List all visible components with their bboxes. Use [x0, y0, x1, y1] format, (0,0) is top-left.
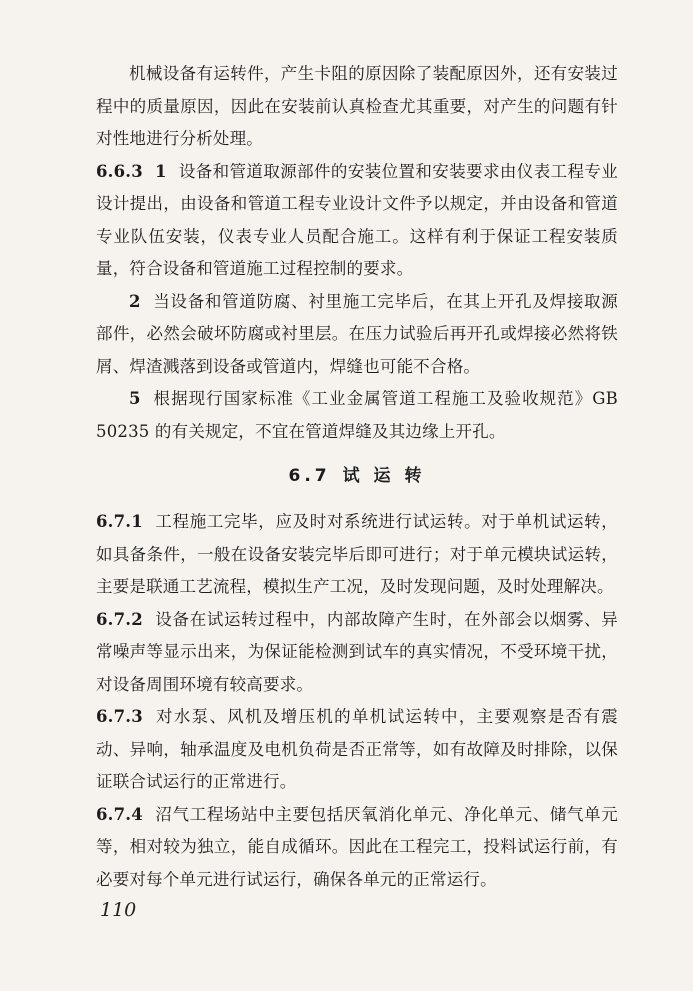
clause-number: 6.7.4 [96, 804, 143, 824]
clause-6-7-2 [96, 604, 618, 702]
item-number: 1 [154, 161, 167, 181]
clause-number: 6.7.2 [96, 609, 143, 629]
page-number: 110 [100, 899, 137, 921]
clause-6-7-3 [96, 701, 618, 799]
paragraph-text: 沼气工程场站中主要包括厌氧消化单元、净化单元、储气单元等，相对较为独立，能自成循环。因此在工程完工，投料试运行前，有必要对每个单元进行试运行，确保各单元的正常运行。 [96, 804, 618, 889]
item-number: 5 [129, 389, 141, 408]
clause-6-7-1 [96, 506, 618, 604]
item-number: 2 [129, 291, 141, 311]
clause-6-6-3-item-2 [96, 286, 618, 384]
clause-number: 6.7.1 [96, 512, 143, 531]
section-title: 试 运 转 [342, 466, 426, 486]
paragraph-text: 机械设备有运转件，产生卡阻的原因除了装配原因外，还有安装过程中的质量原因，因此在安装前认真检查尤其重要，对产生的问题有针对性地进行分析处理。 [96, 64, 618, 148]
paragraph-text: 设备和管道取源部件的安装位置和安装要求由仪表工程专业设计提出，由设备和管道工程专业设计文件予以规定，并由设备和管道专业队伍安装，仪表专业人员配合施工。这样有利于保证工程安装质量，符合设备和管道施工过程控制的要求。 [96, 161, 618, 278]
clause-6-7-4 [96, 799, 618, 897]
paragraph-text: 根据现行国家标准《工业金属管道工程施工及验收规范》GB 50235 的有关规定，不宜在管道焊缝及其边缘上开孔。 [96, 389, 618, 441]
paragraph-intro [96, 58, 618, 156]
clause-number: 6.6.3 [96, 161, 143, 181]
paragraph-text: 对水泵、风机及增压机的单机试运转中，主要观察是否有震动、异响，轴承温度及电机负荷是否正常等，如有故障及时排除，以保证联合试运行的正常进行。 [96, 707, 618, 791]
clause-6-6-3-item-5 [96, 383, 618, 448]
section-heading [96, 460, 618, 492]
paragraph-text: 当设备和管道防腐、衬里施工完毕后，在其上开孔及焊接取源部件，必然会破坏防腐或衬里层。在压力试验后再开孔或焊接必然将铁屑、焊渣溅落到设备或管道内，焊缝也可能不合格。 [96, 291, 618, 376]
clause-number: 6.7.3 [96, 707, 143, 726]
clause-6-6-3-item-1 [96, 156, 618, 286]
page-body [96, 58, 618, 896]
paragraph-text: 设备在试运转过程中，内部故障产生时，在外部会以烟雾、异常噪声等显示出来，为保证能检测到试车的真实情况，不受环境干扰，对设备周围环境有较高要求。 [96, 609, 618, 694]
paragraph-text: 工程施工完毕，应及时对系统进行试运转。对于单机试运转，如具备条件，一般在设备安装完毕后即可进行；对于单元模块试运转，主要是联通工艺流程，模拟生产工况，及时发现问题，及时处理解决。 [96, 512, 618, 596]
section-number: 6.7 [288, 466, 331, 486]
